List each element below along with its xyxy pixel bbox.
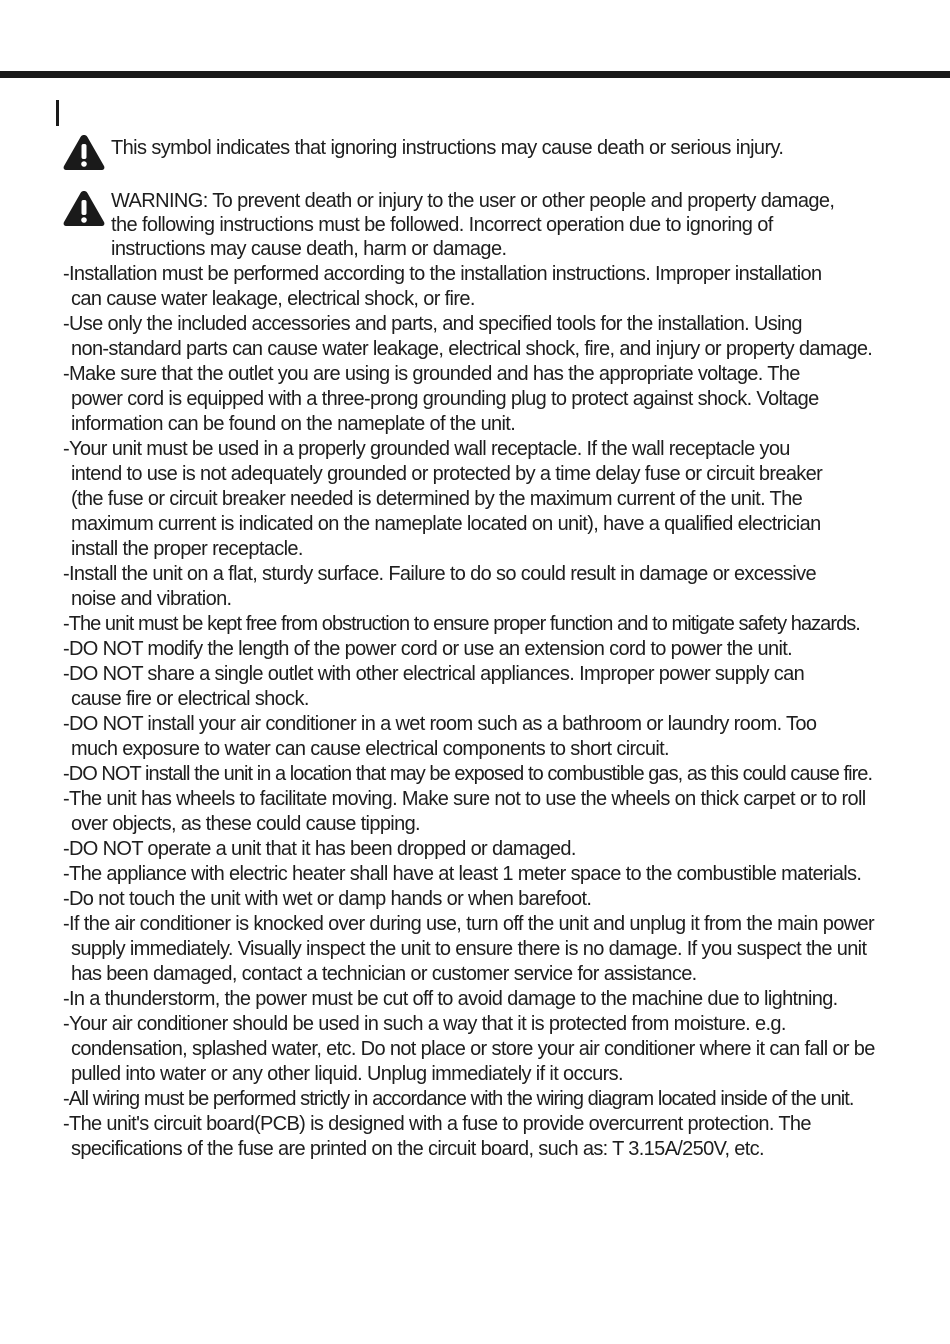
safety-instructions-list <box>63 262 943 1162</box>
instruction-line: -Make sure that the outlet you are using is grounded and has the appropriate voltage. The <box>63 363 800 385</box>
instruction-item <box>63 912 943 987</box>
instruction-item <box>63 787 943 837</box>
instruction-item <box>63 362 943 437</box>
section-marker <box>56 100 59 126</box>
instruction-line: -The unit has wheels to facilitate moving. Make sure not to use the wheels on thick carpet or to roll <box>63 788 866 810</box>
instruction-line: -Installation must be performed according to the installation instructions. Improper installation <box>63 263 822 285</box>
instruction-line: -DO NOT modify the length of the power cord or use an extension cord to power the unit. <box>63 638 793 660</box>
instruction-item <box>63 262 943 312</box>
instruction-line: noise and vibration. <box>71 588 232 610</box>
warning-triangle-icon <box>62 189 106 227</box>
warning-line: instructions may cause death, harm or damage. <box>111 238 507 260</box>
instruction-item <box>63 612 943 637</box>
instruction-item <box>63 662 943 712</box>
instruction-line: install the proper receptacle. <box>71 538 303 560</box>
instruction-item <box>63 1012 943 1087</box>
instruction-line: power cord is equipped with a three-prong grounding plug to protect against shock. Voltage <box>71 388 819 410</box>
instruction-item <box>63 312 943 362</box>
instruction-item <box>63 862 943 887</box>
instruction-line: much exposure to water can cause electrical components to short circuit. <box>71 738 669 760</box>
instruction-line: intend to use is not adequately grounded or protected by a time delay fuse or circuit breaker <box>71 463 823 485</box>
instruction-line: -Do not touch the unit with wet or damp hands or when barefoot. <box>63 888 592 910</box>
instruction-item <box>63 712 943 762</box>
warning-line: the following instructions must be followed. Incorrect operation due to ignoring of <box>111 214 773 236</box>
instruction-item <box>63 837 943 862</box>
instruction-line: -Your air conditioner should be used in such a way that it is protected from moisture. e.g. <box>63 1013 786 1035</box>
warning-statement <box>62 189 922 261</box>
instruction-line: -Install the unit on a flat, sturdy surface. Failure to do so could result in damage or excessive <box>63 563 816 585</box>
instruction-item <box>63 637 943 662</box>
instruction-item <box>63 1112 943 1162</box>
instruction-line: -DO NOT install the unit in a location that may be exposed to combustible gas, as this could cause fire. <box>63 763 873 785</box>
symbol-note-line: This symbol indicates that ignoring instructions may cause death or serious injury. <box>111 137 784 159</box>
instruction-line: over objects, as these could cause tipping. <box>71 813 420 835</box>
header-rule <box>0 71 950 78</box>
instruction-line: -Your unit must be used in a properly grounded wall receptacle. If the wall receptacle you <box>63 438 790 460</box>
symbol-note <box>62 136 922 176</box>
instruction-line: -DO NOT share a single outlet with other electrical appliances. Improper power supply can <box>63 663 805 685</box>
warning-text <box>111 189 911 261</box>
warning-line: WARNING: To prevent death or injury to the user or other people and property damage, <box>111 190 835 212</box>
instruction-item <box>63 437 943 562</box>
instruction-line: -In a thunderstorm, the power must be cut off to avoid damage to the machine due to lightning. <box>63 988 838 1010</box>
instruction-line: pulled into water or any other liquid. Unplug immediately if it occurs. <box>71 1063 623 1085</box>
instruction-line: -The unit's circuit board(PCB) is designed with a fuse to provide overcurrent protection. The <box>63 1113 811 1135</box>
instruction-line: cause fire or electrical shock. <box>71 688 309 710</box>
symbol-note-text <box>111 136 911 160</box>
instruction-line: information can be found on the nameplate of the unit. <box>71 413 516 435</box>
instruction-line: -All wiring must be performed strictly in accordance with the wiring diagram located inside of the unit. <box>63 1088 854 1110</box>
instruction-line: has been damaged, contact a technician or customer service for assistance. <box>71 963 697 985</box>
instruction-line: (the fuse or circuit breaker needed is determined by the maximum current of the unit. The <box>71 488 803 510</box>
instruction-line: -The appliance with electric heater shall have at least 1 meter space to the combustible materials. <box>63 863 862 885</box>
instruction-line: -If the air conditioner is knocked over during use, turn off the unit and unplug it from the main power <box>63 913 874 935</box>
instruction-line: can cause water leakage, electrical shock, or fire. <box>71 288 475 310</box>
instruction-item <box>63 1087 943 1112</box>
instruction-line: maximum current is indicated on the nameplate located on unit), have a qualified electrician <box>71 513 821 535</box>
instruction-item <box>63 887 943 912</box>
instruction-line: non-standard parts can cause water leakage, electrical shock, fire, and injury or property damage. <box>71 338 873 360</box>
instruction-line: -DO NOT install your air conditioner in a wet room such as a bathroom or laundry room. Too <box>63 713 817 735</box>
instruction-line: specifications of the fuse are printed on the circuit board, such as: T 3.15A/250V, etc. <box>71 1138 764 1160</box>
warning-triangle-icon <box>62 133 106 171</box>
instruction-item <box>63 762 943 787</box>
instruction-line: -Use only the included accessories and parts, and specified tools for the installation. Using <box>63 313 802 335</box>
instruction-line: supply immediately. Visually inspect the unit to ensure there is no damage. If you suspect the unit <box>71 938 867 960</box>
instruction-line: -DO NOT operate a unit that it has been dropped or damaged. <box>63 838 576 860</box>
instruction-item <box>63 562 943 612</box>
instruction-line: -The unit must be kept free from obstruction to ensure proper function and to mitigate safety hazards. <box>63 613 860 635</box>
instruction-item <box>63 987 943 1012</box>
instruction-line: condensation, splashed water, etc. Do not place or store your air conditioner where it can fall or be <box>71 1038 875 1060</box>
